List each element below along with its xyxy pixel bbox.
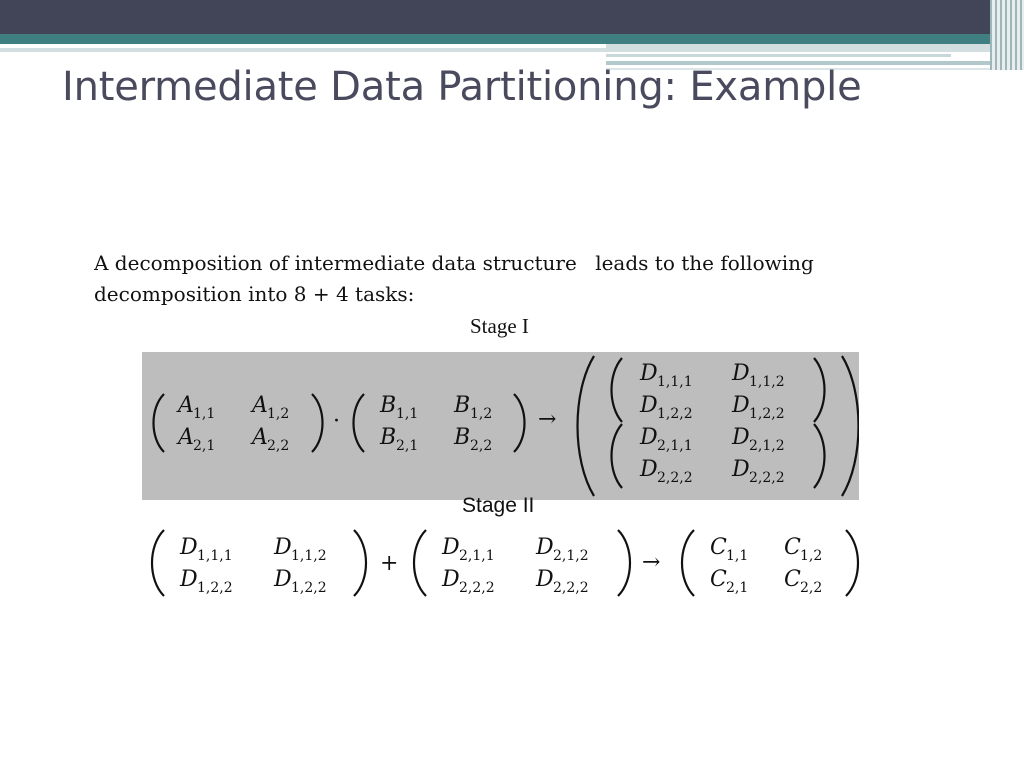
matrix-d-letter: D <box>640 457 658 482</box>
left-paren <box>682 530 694 596</box>
left-paren <box>354 394 365 452</box>
matrix-d-letter: D <box>640 361 658 386</box>
matrix-d-subscript: 1,1,2 <box>749 374 785 390</box>
matrix-a-subscript: 1,1 <box>193 406 216 422</box>
right-paren <box>814 358 825 422</box>
matrix-d-letter: D <box>274 567 292 592</box>
matrix-d-subscript: 2,2,2 <box>749 470 785 486</box>
matrix-d-subscript: 1,1,2 <box>291 548 327 564</box>
header-bar <box>0 0 1024 34</box>
matrix-d-letter: D <box>536 535 554 560</box>
matrix-d-letter: D <box>274 535 292 560</box>
right-paren <box>618 530 630 596</box>
right-paren <box>814 424 825 488</box>
left-paren <box>152 530 164 596</box>
matrix-d-subscript: 2,2,2 <box>657 470 693 486</box>
matrix-d-subscript: 2,1,2 <box>749 438 785 454</box>
left-paren <box>612 358 623 422</box>
matrix-d-letter: D <box>180 535 198 560</box>
left-paren <box>612 424 623 488</box>
matrix-d-subscript: 1,2,2 <box>291 580 327 596</box>
intro-paragraph <box>94 248 914 310</box>
matrix-c-subscript: 1,1 <box>726 548 749 564</box>
matrix-d-subscript: 1,2,2 <box>657 406 693 422</box>
header-edge-stripes <box>990 0 1024 70</box>
matrix-d-letter: D <box>442 535 460 560</box>
matrix-d-letter: D <box>732 425 750 450</box>
matrix-c-letter: C <box>784 567 801 592</box>
matrix-b-letter: B <box>380 425 397 450</box>
arrow-operator: → <box>538 407 557 432</box>
header-line <box>606 54 951 57</box>
stage-1-equation <box>142 352 859 500</box>
big-left-paren <box>578 356 595 496</box>
left-paren <box>414 530 426 596</box>
matrix-d-subscript: 1,2,2 <box>749 406 785 422</box>
matrix-a-letter: A <box>252 393 268 418</box>
matrix-d-subscript: 2,1,2 <box>553 548 589 564</box>
matrix-d-letter: D <box>442 567 460 592</box>
arrow-operator: → <box>642 550 661 575</box>
right-paren <box>846 530 858 596</box>
stage-2-label: Stage II <box>462 494 535 517</box>
matrix-d-letter: D <box>640 425 658 450</box>
dot-operator: · <box>333 409 340 434</box>
intro-text-part1: A decomposition of intermediate data structure <box>94 251 577 275</box>
matrix-c-subscript: 2,2 <box>800 580 823 596</box>
matrix-d-subscript: 2,1,1 <box>459 548 495 564</box>
matrix-d-letter: D <box>732 361 750 386</box>
matrix-b-letter: B <box>380 393 397 418</box>
matrix-d-letter: D <box>640 393 658 418</box>
matrix-d-subscript: 2,1,1 <box>657 438 693 454</box>
right-paren <box>312 394 323 452</box>
right-paren <box>514 394 525 452</box>
plus-operator: + <box>380 551 399 576</box>
slide-title: Intermediate Data Partitioning: Example <box>62 64 862 110</box>
stage-2-formula <box>142 520 872 606</box>
matrix-c-subscript: 2,1 <box>726 580 749 596</box>
matrix-d-subscript: 1,2,2 <box>197 580 233 596</box>
matrix-b-subscript: 2,2 <box>470 438 493 454</box>
matrix-b-subscript: 2,1 <box>396 438 419 454</box>
intro-text-part2: leads to the following decomposition into 8 + 4 tasks: <box>94 251 814 306</box>
matrix-d-subscript: 2,2,2 <box>553 580 589 596</box>
matrix-a-subscript: 1,2 <box>267 406 290 422</box>
matrix-b-letter: B <box>454 425 471 450</box>
matrix-a-subscript: 2,2 <box>267 438 290 454</box>
matrix-a-letter: A <box>178 425 194 450</box>
matrix-b-subscript: 1,2 <box>470 406 493 422</box>
matrix-a-letter: A <box>252 425 268 450</box>
right-paren <box>354 530 366 596</box>
matrix-c-subscript: 1,2 <box>800 548 823 564</box>
matrix-d-subscript: 1,1,1 <box>197 548 233 564</box>
header-accent-band <box>0 34 1024 44</box>
matrix-d-letter: D <box>732 457 750 482</box>
matrix-d-subscript: 2,2,2 <box>459 580 495 596</box>
stage-2-equation <box>142 520 872 606</box>
matrix-d-letter: D <box>732 393 750 418</box>
matrix-a-subscript: 2,1 <box>193 438 216 454</box>
stage-1-formula <box>142 352 859 500</box>
matrix-d-subscript: 1,1,1 <box>657 374 693 390</box>
left-paren <box>154 394 165 452</box>
matrix-d-letter: D <box>536 567 554 592</box>
matrix-d-letter: D <box>180 567 198 592</box>
matrix-a-letter: A <box>178 393 194 418</box>
header-band-gap <box>0 44 606 48</box>
matrix-b-subscript: 1,1 <box>396 406 419 422</box>
matrix-b-letter: B <box>454 393 471 418</box>
stage-1-label: Stage I <box>470 314 529 338</box>
matrix-c-letter: C <box>710 535 727 560</box>
big-right-paren <box>842 356 859 496</box>
matrix-c-letter: C <box>784 535 801 560</box>
matrix-c-letter: C <box>710 567 727 592</box>
